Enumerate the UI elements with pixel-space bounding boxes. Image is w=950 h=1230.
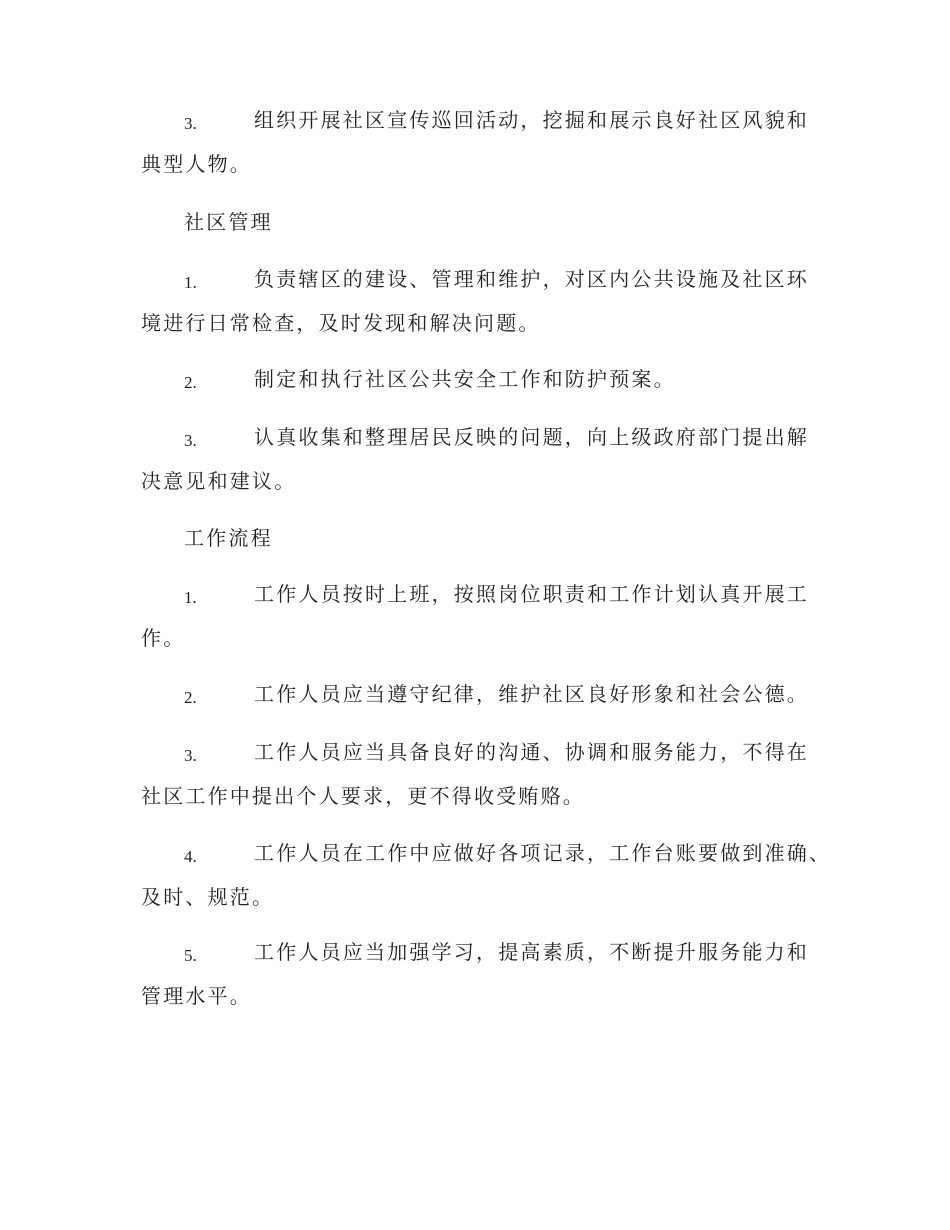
- list-item-continuation: 决意见和建议。: [141, 469, 297, 493]
- list-number: 3.: [184, 431, 197, 450]
- list-item-first-line: [141, 672, 841, 716]
- list-number: 4.: [184, 847, 197, 866]
- list-item-continuation: 及时、规范。: [141, 885, 275, 909]
- list-item: [141, 930, 841, 1018]
- section-heading-community-management: 社区管理: [184, 210, 273, 234]
- list-number: 5.: [184, 946, 197, 965]
- list-number: 1.: [184, 273, 197, 292]
- list-item-continuation: 典型人物。: [141, 152, 252, 176]
- list-item: [141, 415, 841, 503]
- list-number: 3.: [184, 114, 197, 133]
- list-item-first-line: [141, 831, 841, 875]
- list-item-first-line: [141, 357, 841, 401]
- list-item-first-line: [141, 257, 841, 301]
- list-item-text: 工作人员在工作中应做好各项记录，工作台账要做到准确、: [254, 841, 832, 865]
- list-number: 1.: [184, 588, 197, 607]
- list-item-continuation: 境进行日常检查，及时发现和解决问题。: [141, 311, 541, 335]
- list-item: [141, 357, 841, 401]
- list-item-text: 工作人员应当加强学习，提高素质，不断提升服务能力和: [254, 940, 809, 964]
- list-item-text: 负责辖区的建设、管理和维护，对区内公共设施及社区环: [254, 267, 809, 291]
- list-item: [141, 730, 841, 818]
- list-number: 3.: [184, 746, 197, 765]
- list-number: 2.: [184, 688, 197, 707]
- list-item: [141, 98, 841, 186]
- list-item-text: 工作人员按时上班，按照岗位职责和工作计划认真开展工: [254, 582, 809, 606]
- list-item: [141, 572, 841, 660]
- section-heading-workflow: 工作流程: [184, 526, 273, 550]
- list-item-continuation: 管理水平。: [141, 984, 252, 1008]
- list-item-first-line: [141, 572, 841, 616]
- list-item-continuation: 作。: [141, 626, 186, 650]
- list-item-first-line: [141, 930, 841, 974]
- list-item-text: 组织开展社区宣传巡回活动，挖掘和展示良好社区风貌和: [254, 108, 809, 132]
- list-item: [141, 672, 841, 716]
- list-item: [141, 831, 841, 919]
- list-item-text: 认真收集和整理居民反映的问题，向上级政府部门提出解: [254, 425, 809, 449]
- list-item-text: 工作人员应当具备良好的沟通、协调和服务能力，不得在: [254, 740, 809, 764]
- list-item-first-line: [141, 415, 841, 459]
- list-item: [141, 257, 841, 345]
- list-item-text: 工作人员应当遵守纪律，维护社区良好形象和社会公德。: [254, 682, 809, 706]
- list-item-continuation: 社区工作中提出个人要求，更不得收受贿赂。: [141, 784, 585, 808]
- list-item-text: 制定和执行社区公共安全工作和防护预案。: [254, 367, 676, 391]
- list-item-first-line: [141, 98, 841, 142]
- list-item-first-line: [141, 730, 841, 774]
- list-number: 2.: [184, 373, 197, 392]
